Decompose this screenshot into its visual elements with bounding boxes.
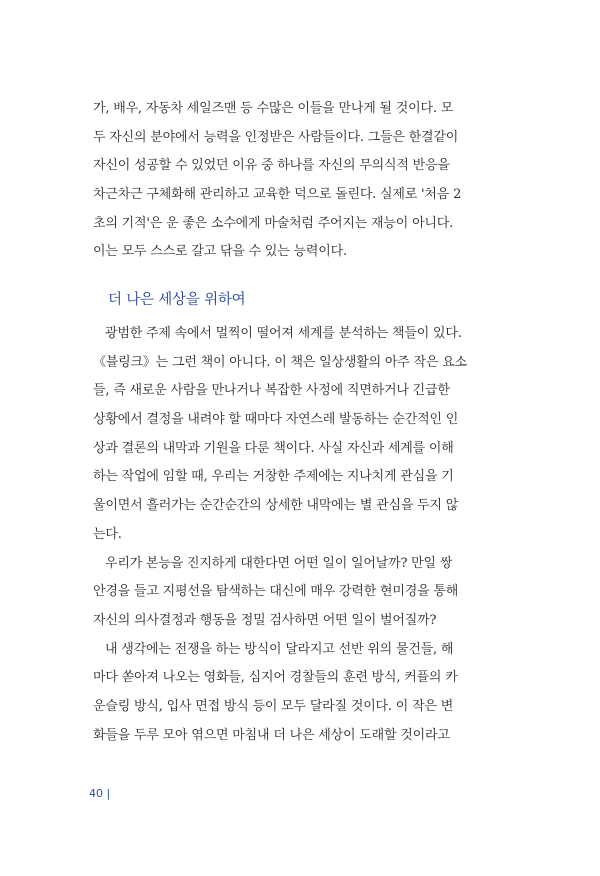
text-line: 마다 쏟아져 나오는 영화들, 심지어 경찰들의 훈련 방식, 커플의 카	[93, 670, 458, 686]
text-line: 울이면서 흘러가는 순간순간의 상세한 내막에는 별 관심을 두지 않	[93, 498, 459, 514]
text-line: 안경을 들고 지평선을 탐색하는 대신에 매우 강력한 현미경을 통해	[93, 584, 459, 600]
text-line: 들, 즉 새로운 사람을 만나거나 복잡한 사정에 직면하거나 긴급한	[93, 383, 450, 399]
text-line: 는다.	[93, 526, 122, 542]
text-line: 운슬링 방식, 입사 면접 방식 등이 모두 달라질 것이다. 이 작은 변	[93, 698, 454, 714]
text-line: 상과 결론의 내막과 기원을 다룬 책이다. 사실 자신과 세계를 이해	[93, 440, 454, 456]
text-line: 자신이 성공할 수 있었던 이유 중 하나를 자신의 무의식적 반응을	[93, 158, 450, 174]
text-line: 두 자신의 분야에서 능력을 인정받은 사람들이다. 그들은 한결같이	[93, 129, 459, 145]
text-line: 광범한 주제 속에서 멀찍이 떨어져 세계를 분석하는 책들이 있다.	[105, 326, 462, 341]
intro-paragraph	[93, 95, 510, 267]
text-line: 우리가 본능을 진지하게 대한다면 어떤 일이 일어날까? 만일 쌍	[105, 555, 453, 571]
text-line: 하는 작업에 임할 때, 우리는 거창한 주제에는 지나치게 관심을 기	[93, 469, 454, 485]
text-line: 상황에서 결정을 내려야 할 때마다 자연스레 발동하는 순간적인 인	[93, 412, 459, 428]
text-line: 《블링크》는 그런 책이 아니다. 이 책은 일상생활의 아주 작은 요소	[93, 354, 467, 370]
text-line: 초의 기적'은 운 좋은 소수에게 마술처럼 주어지는 재능이 아니다.	[93, 215, 454, 231]
text-line: 화들을 두루 모아 엮으면 마침내 더 나은 세상이 도래할 것이라고	[93, 727, 450, 743]
page-number: 40 |	[89, 787, 111, 800]
text-line: 이는 모두 스스로 갈고 닦을 수 있는 능력이다.	[93, 244, 347, 260]
section-heading: 더 나은 세상을 위하여	[108, 292, 246, 308]
section-body	[93, 320, 510, 750]
text-line: 차근차근 구체화해 관리하고 교육한 덕으로 돌린다. 실제로 '처음 2	[93, 187, 462, 203]
text-line: 가, 배우, 자동차 세일즈맨 등 수많은 이들을 만나게 될 것이다. 모	[93, 101, 454, 116]
text-line: 내 생각에는 전쟁을 하는 방식이 달라지고 선반 위의 물건들, 해	[105, 641, 454, 657]
text-line: 자신의 의사결정과 행동을 정밀 검사하면 어떤 일이 벌어질까?	[93, 612, 437, 628]
